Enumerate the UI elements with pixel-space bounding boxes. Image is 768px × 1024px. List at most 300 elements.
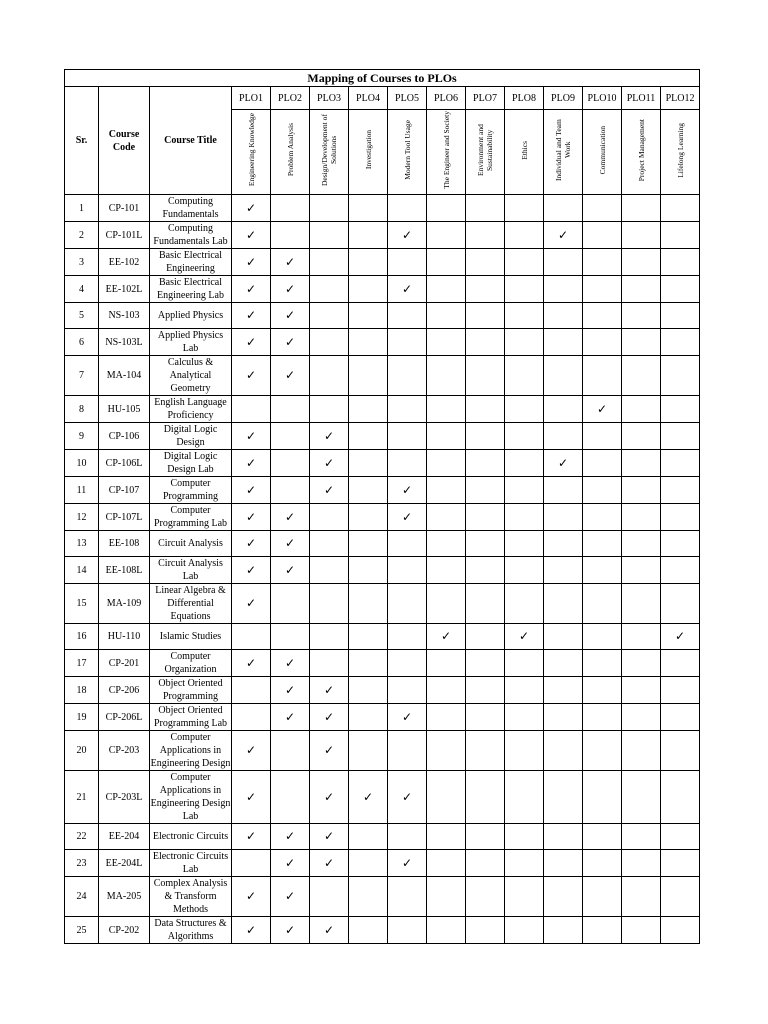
- plo-cell: [427, 704, 466, 731]
- plo-cell: [310, 396, 349, 423]
- plo-cell: [388, 677, 427, 704]
- plo-cell: [661, 423, 700, 450]
- plo-cell: [271, 584, 310, 624]
- plo-cell: [661, 477, 700, 504]
- check-icon: ✓: [245, 655, 257, 670]
- check-icon: ✓: [323, 482, 335, 497]
- course-code-header: Course Code: [99, 87, 150, 195]
- course-code-cell: NS-103: [99, 303, 150, 329]
- plo-cell: [310, 222, 349, 249]
- plo-cell: [583, 504, 622, 531]
- sr-cell: 15: [65, 584, 99, 624]
- plo-cell: [505, 650, 544, 677]
- plo-cell: [661, 195, 700, 222]
- plo-description-5: Modern Tool Usage: [402, 120, 412, 180]
- plo-cell: [427, 650, 466, 677]
- plo-description-6: The Engineer and Society: [441, 111, 451, 189]
- plo-cell: [310, 249, 349, 276]
- plo-cell: [427, 356, 466, 396]
- table-row: [65, 303, 700, 329]
- plo-cell: [349, 704, 388, 731]
- plo-cell: [466, 771, 505, 824]
- plo-cell: [388, 477, 427, 504]
- plo-cell: [388, 850, 427, 877]
- plo-cell: [388, 877, 427, 917]
- course-code-cell: CP-202: [99, 917, 150, 944]
- plo-cell: [271, 504, 310, 531]
- plo-cell: [310, 677, 349, 704]
- plo-cell: [544, 824, 583, 850]
- sr-cell: 24: [65, 877, 99, 917]
- plo-cell: [427, 276, 466, 303]
- plo-cell: [310, 704, 349, 731]
- plo-description-9: Individual and Team Work: [554, 119, 572, 181]
- sr-cell: 3: [65, 249, 99, 276]
- plo-cell: [271, 771, 310, 824]
- plo-cell: [505, 423, 544, 450]
- plo-description-3: Design/Development of Solutions: [320, 114, 338, 186]
- course-code-cell: EE-102L: [99, 276, 150, 303]
- sr-cell: 6: [65, 329, 99, 356]
- sr-cell: 13: [65, 531, 99, 557]
- plo-cell: [232, 531, 271, 557]
- plo-cell: [232, 677, 271, 704]
- course-title-cell: Calculus & Analytical Geometry: [150, 356, 232, 396]
- plo-cell: [232, 222, 271, 249]
- plo-cell: [583, 356, 622, 396]
- plo-cell: [583, 477, 622, 504]
- table-row: [65, 731, 700, 771]
- plo-cell: [349, 276, 388, 303]
- plo-cell: [466, 557, 505, 584]
- plo-cell: [310, 477, 349, 504]
- plo-cell: [661, 704, 700, 731]
- plo-cell: [466, 584, 505, 624]
- plo-cell: [427, 824, 466, 850]
- plo-cell: [310, 504, 349, 531]
- plo-cell: [427, 584, 466, 624]
- course-code-cell: CP-203L: [99, 771, 150, 824]
- plo-cell: [388, 303, 427, 329]
- plo-header-6: PLO6: [427, 87, 466, 110]
- plo-cell: [661, 771, 700, 824]
- plo-cell: [271, 850, 310, 877]
- plo-description-cell: [271, 110, 310, 195]
- check-icon: ✓: [401, 509, 413, 524]
- plo-cell: [544, 303, 583, 329]
- plo-cell: [271, 731, 310, 771]
- check-icon: ✓: [323, 743, 335, 757]
- course-code-cell: CP-107L: [99, 504, 150, 531]
- check-icon: ✓: [245, 368, 257, 382]
- plo-header-10: PLO10: [583, 87, 622, 110]
- plo-mapping-table: [64, 69, 700, 944]
- course-code-cell: MA-205: [99, 877, 150, 917]
- plo-cell: [349, 396, 388, 423]
- sr-cell: 4: [65, 276, 99, 303]
- plo-cell: [232, 731, 271, 771]
- plo-cell: [349, 677, 388, 704]
- plo-cell: [583, 303, 622, 329]
- plo-description-4: Investigation: [363, 130, 373, 170]
- plo-cell: [232, 850, 271, 877]
- plo-cell: [583, 329, 622, 356]
- plo-cell: [271, 824, 310, 850]
- sr-cell: 18: [65, 677, 99, 704]
- check-icon: ✓: [323, 455, 335, 470]
- plo-cell: [271, 877, 310, 917]
- check-icon: ✓: [323, 855, 335, 870]
- plo-header-2: PLO2: [271, 87, 310, 110]
- plo-cell: [505, 557, 544, 584]
- plo-cell: [271, 423, 310, 450]
- plo-cell: [661, 276, 700, 303]
- plo-cell: [622, 704, 661, 731]
- plo-cell: [271, 917, 310, 944]
- plo-cell: [505, 731, 544, 771]
- check-icon: ✓: [284, 829, 296, 843]
- plo-cell: [661, 396, 700, 423]
- course-title-cell: Complex Analysis & Transform Methods: [150, 877, 232, 917]
- plo-description-8: Ethics: [519, 140, 529, 160]
- check-icon: ✓: [245, 789, 257, 804]
- plo-cell: [388, 704, 427, 731]
- check-icon: ✓: [284, 334, 296, 349]
- plo-cell: [505, 303, 544, 329]
- plo-cell: [622, 222, 661, 249]
- course-code-cell: EE-204L: [99, 850, 150, 877]
- plo-cell: [622, 771, 661, 824]
- plo-cell: [349, 450, 388, 477]
- plo-cell: [271, 329, 310, 356]
- plo-cell: [232, 584, 271, 624]
- plo-cell: [583, 877, 622, 917]
- plo-cell: [388, 917, 427, 944]
- course-title-cell: Electronic Circuits: [150, 824, 232, 850]
- plo-cell: [349, 249, 388, 276]
- check-icon: ✓: [323, 709, 335, 724]
- plo-cell: [310, 877, 349, 917]
- plo-cell: [583, 824, 622, 850]
- check-icon: ✓: [245, 455, 257, 470]
- plo-cell: [388, 396, 427, 423]
- course-title-cell: Computing Fundamentals: [150, 195, 232, 222]
- check-icon: ✓: [401, 482, 413, 497]
- sr-cell: 19: [65, 704, 99, 731]
- plo-cell: [232, 276, 271, 303]
- plo-cell: [349, 477, 388, 504]
- plo-cell: [622, 249, 661, 276]
- plo-description-11: Project Management: [636, 118, 646, 182]
- course-title-cell: Computer Applications in Engineering Design: [150, 732, 231, 769]
- check-icon: ✓: [284, 655, 296, 670]
- table-row: [65, 450, 700, 477]
- plo-cell: [661, 504, 700, 531]
- plo-cell: [232, 249, 271, 276]
- course-title-cell: Computer Programming: [150, 477, 232, 504]
- check-icon: ✓: [284, 709, 296, 724]
- plo-cell: [583, 531, 622, 557]
- check-icon: ✓: [245, 596, 257, 610]
- check-icon: ✓: [245, 743, 257, 757]
- course-title-cell: Computing Fundamentals Lab: [150, 222, 232, 249]
- plo-cell: [622, 731, 661, 771]
- plo-cell: [310, 303, 349, 329]
- plo-cell: [388, 356, 427, 396]
- plo-description-1: Engineering Knowledge: [246, 113, 256, 187]
- course-title-cell: Basic Electrical Engineering: [150, 249, 232, 276]
- plo-cell: [622, 850, 661, 877]
- check-icon: ✓: [518, 629, 530, 643]
- plo-cell: [271, 531, 310, 557]
- plo-cell: [427, 249, 466, 276]
- plo-cell: [505, 249, 544, 276]
- plo-cell: [622, 584, 661, 624]
- plo-cell: [388, 450, 427, 477]
- check-icon: ✓: [401, 789, 413, 804]
- check-icon: ✓: [245, 334, 257, 349]
- plo-cell: [466, 396, 505, 423]
- plo-cell: [310, 584, 349, 624]
- plo-description-cell: [544, 110, 583, 195]
- check-icon: ✓: [323, 682, 335, 697]
- plo-cell: [310, 850, 349, 877]
- plo-cell: [544, 557, 583, 584]
- plo-cell: [544, 704, 583, 731]
- plo-cell: [661, 824, 700, 850]
- plo-cell: [544, 877, 583, 917]
- plo-cell: [388, 624, 427, 650]
- plo-cell: [583, 423, 622, 450]
- plo-description-cell: [661, 110, 700, 195]
- plo-cell: [310, 276, 349, 303]
- plo-cell: [388, 731, 427, 771]
- plo-cell: [427, 531, 466, 557]
- sr-cell: 17: [65, 650, 99, 677]
- table-row: [65, 677, 700, 704]
- plo-cell: [505, 877, 544, 917]
- plo-cell: [388, 276, 427, 303]
- plo-cell: [427, 329, 466, 356]
- plo-cell: [466, 677, 505, 704]
- table-row: [65, 624, 700, 650]
- check-icon: ✓: [245, 227, 257, 242]
- course-code-cell: HU-105: [99, 396, 150, 423]
- table-row: [65, 584, 700, 624]
- plo-cell: [310, 329, 349, 356]
- plo-cell: [661, 356, 700, 396]
- plo-cell: [544, 396, 583, 423]
- sr-cell: 21: [65, 771, 99, 824]
- plo-cell: [427, 195, 466, 222]
- plo-cell: [388, 329, 427, 356]
- check-icon: ✓: [401, 855, 413, 870]
- plo-cell: [622, 423, 661, 450]
- plo-cell: [505, 704, 544, 731]
- check-icon: ✓: [245, 281, 257, 296]
- plo-cell: [388, 195, 427, 222]
- plo-cell: [466, 249, 505, 276]
- check-icon: ✓: [245, 254, 257, 269]
- plo-cell: [271, 450, 310, 477]
- plo-cell: [583, 650, 622, 677]
- plo-cell: [349, 731, 388, 771]
- plo-cell: [349, 824, 388, 850]
- plo-cell: [544, 222, 583, 249]
- plo-cell: [505, 531, 544, 557]
- table-row: [65, 531, 700, 557]
- plo-cell: [466, 877, 505, 917]
- course-title-cell: Digital Logic Design: [150, 423, 232, 450]
- plo-cell: [427, 624, 466, 650]
- course-title-cell: Circuit Analysis: [150, 531, 232, 557]
- check-icon: ✓: [245, 509, 257, 524]
- plo-description-7: Environment and Sustainability: [476, 124, 494, 176]
- plo-cell: [505, 276, 544, 303]
- plo-mapping-sheet: [64, 69, 700, 944]
- check-icon: ✓: [245, 200, 257, 215]
- table-row: [65, 650, 700, 677]
- plo-cell: [505, 917, 544, 944]
- course-title-cell: Islamic Studies: [150, 624, 232, 650]
- plo-cell: [349, 222, 388, 249]
- plo-cell: [505, 850, 544, 877]
- table-row: [65, 504, 700, 531]
- course-code-cell: CP-206L: [99, 704, 150, 731]
- plo-cell: [505, 222, 544, 249]
- table-row: [65, 771, 700, 824]
- table-row: [65, 704, 700, 731]
- plo-cell: [544, 477, 583, 504]
- plo-cell: [232, 303, 271, 329]
- plo-cell: [427, 504, 466, 531]
- plo-cell: [544, 650, 583, 677]
- plo-cell: [310, 824, 349, 850]
- plo-cell: [232, 396, 271, 423]
- plo-cell: [505, 396, 544, 423]
- plo-cell: [310, 650, 349, 677]
- plo-cell: [544, 195, 583, 222]
- course-code-cell: CP-206: [99, 677, 150, 704]
- plo-cell: [388, 423, 427, 450]
- plo-cell: [505, 195, 544, 222]
- plo-cell: [232, 771, 271, 824]
- course-title-cell: English Language Proficiency: [150, 396, 232, 423]
- plo-cell: [622, 877, 661, 917]
- course-code-cell: HU-110: [99, 624, 150, 650]
- plo-cell: [232, 356, 271, 396]
- sr-cell: 25: [65, 917, 99, 944]
- plo-header-12: PLO12: [661, 87, 700, 110]
- plo-cell: [505, 477, 544, 504]
- check-icon: ✓: [284, 682, 296, 697]
- plo-cell: [505, 450, 544, 477]
- plo-cell: [583, 557, 622, 584]
- check-icon: ✓: [284, 922, 296, 937]
- plo-cell: [544, 249, 583, 276]
- check-icon: ✓: [362, 789, 374, 804]
- course-code-cell: CP-201: [99, 650, 150, 677]
- plo-cell: [661, 222, 700, 249]
- plo-cell: [544, 917, 583, 944]
- plo-description-cell: [349, 110, 388, 195]
- table-row: [65, 477, 700, 504]
- plo-cell: [544, 584, 583, 624]
- plo-cell: [466, 222, 505, 249]
- plo-cell: [388, 824, 427, 850]
- sr-cell: 14: [65, 557, 99, 584]
- plo-cell: [427, 222, 466, 249]
- plo-cell: [310, 557, 349, 584]
- plo-cell: [427, 396, 466, 423]
- plo-cell: [232, 504, 271, 531]
- plo-cell: [232, 704, 271, 731]
- plo-cell: [622, 450, 661, 477]
- plo-cell: [310, 624, 349, 650]
- plo-cell: [622, 557, 661, 584]
- sr-cell: 22: [65, 824, 99, 850]
- plo-description-cell: [310, 110, 349, 195]
- plo-cell: [544, 276, 583, 303]
- course-title-header: Course Title: [150, 87, 232, 195]
- plo-label-row: [65, 87, 700, 110]
- course-title-cell: Computer Organization: [150, 650, 232, 677]
- table-row: [65, 195, 700, 222]
- plo-cell: [466, 276, 505, 303]
- check-icon: ✓: [245, 482, 257, 497]
- plo-cell: [232, 477, 271, 504]
- plo-cell: [427, 477, 466, 504]
- table-row: [65, 917, 700, 944]
- plo-cell: [349, 557, 388, 584]
- check-icon: ✓: [675, 629, 686, 643]
- plo-cell: [349, 423, 388, 450]
- plo-cell: [505, 584, 544, 624]
- sr-cell: 5: [65, 303, 99, 329]
- plo-cell: [544, 771, 583, 824]
- plo-cell: [388, 504, 427, 531]
- check-icon: ✓: [245, 889, 257, 903]
- course-code-cell: MA-109: [99, 584, 150, 624]
- plo-cell: [349, 650, 388, 677]
- plo-cell: [661, 249, 700, 276]
- plo-cell: [310, 771, 349, 824]
- plo-cell: [310, 917, 349, 944]
- plo-cell: [466, 356, 505, 396]
- plo-cell: [349, 624, 388, 650]
- check-icon: ✓: [557, 227, 569, 242]
- plo-cell: [583, 195, 622, 222]
- plo-cell: [544, 450, 583, 477]
- plo-description-cell: [622, 110, 661, 195]
- course-title-cell: Applied Physics: [150, 303, 232, 329]
- plo-cell: [544, 531, 583, 557]
- plo-cell: [622, 195, 661, 222]
- sr-cell: 12: [65, 504, 99, 531]
- plo-cell: [310, 423, 349, 450]
- plo-cell: [271, 677, 310, 704]
- table-row: [65, 396, 700, 423]
- sr-cell: 16: [65, 624, 99, 650]
- plo-cell: [466, 504, 505, 531]
- plo-cell: [544, 329, 583, 356]
- plo-cell: [466, 450, 505, 477]
- check-icon: ✓: [284, 889, 296, 903]
- plo-cell: [349, 356, 388, 396]
- plo-cell: [583, 584, 622, 624]
- sr-cell: 1: [65, 195, 99, 222]
- check-icon: ✓: [284, 509, 296, 524]
